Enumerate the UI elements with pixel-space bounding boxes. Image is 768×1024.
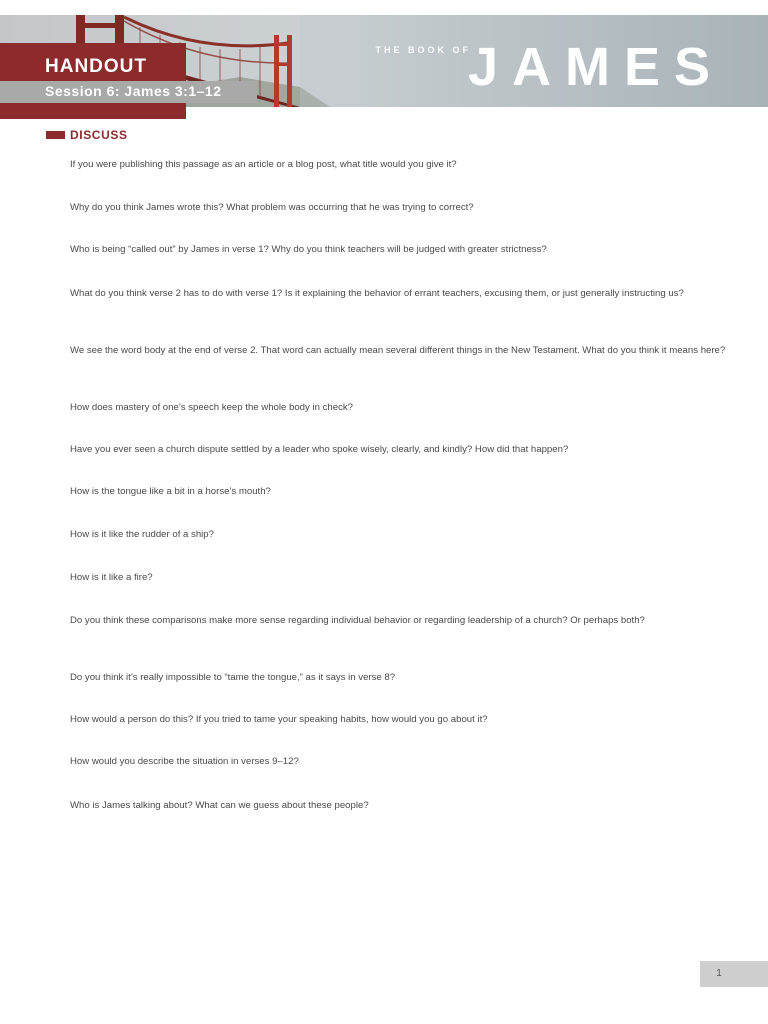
book-title: JAMES — [467, 37, 724, 97]
question-item: Who is James talking about? What can we guess about these people? — [70, 800, 369, 811]
question-item: Why do you think James wrote this? What problem was occurring that he was trying to correct? — [70, 202, 474, 213]
section-marker-icon — [46, 131, 65, 139]
handout-title: HANDOUT — [45, 56, 147, 77]
question-item: Do you think these comparisons make more sense regarding individual behavior or regarding leadership of a church? Or perhaps both? — [70, 615, 645, 626]
session-title: Session 6: James 3:1–12 — [45, 83, 222, 99]
series-label: THE BOOK OF — [375, 45, 471, 55]
page-number: 1 — [716, 968, 722, 979]
question-item: How is the tongue like a bit in a horse’s mouth? — [70, 486, 271, 497]
question-item: How does mastery of one’s speech keep the whole body in check? — [70, 402, 354, 413]
section-heading — [46, 128, 128, 142]
question-item: How is it like the rudder of a ship? — [70, 529, 214, 540]
question-item: What do you think verse 2 has to do with verse 1? Is it explaining the behavior of errant teachers, excusing them, or just generally instructing us? — [70, 288, 684, 299]
section-title: DISCUSS — [70, 128, 128, 142]
question-item: Who is being “called out” by James in verse 1? Why do you think teachers will be judged with greater strictness? — [70, 244, 547, 255]
question-item: We see the word body at the end of verse 2. That word can actually mean several different things in the New Testament. What do you think it means here? — [70, 345, 726, 356]
question-item: How would you describe the situation in verses 9–12? — [70, 756, 299, 767]
question-item: Have you ever seen a church dispute settled by a leader who spoke wisely, clearly, and kindly? How did that happen? — [70, 444, 569, 455]
question-item: How is it like a fire? — [70, 572, 153, 583]
page-number-tab — [700, 961, 768, 987]
question-item: Do you think it’s really impossible to “tame the tongue,” as it says in verse 8? — [70, 672, 396, 683]
question-item: If you were publishing this passage as an article or a blog post, what title would you give it? — [70, 159, 457, 170]
question-item: How would a person do this? If you tried to tame your speaking habits, how would you go about it? — [70, 714, 488, 725]
